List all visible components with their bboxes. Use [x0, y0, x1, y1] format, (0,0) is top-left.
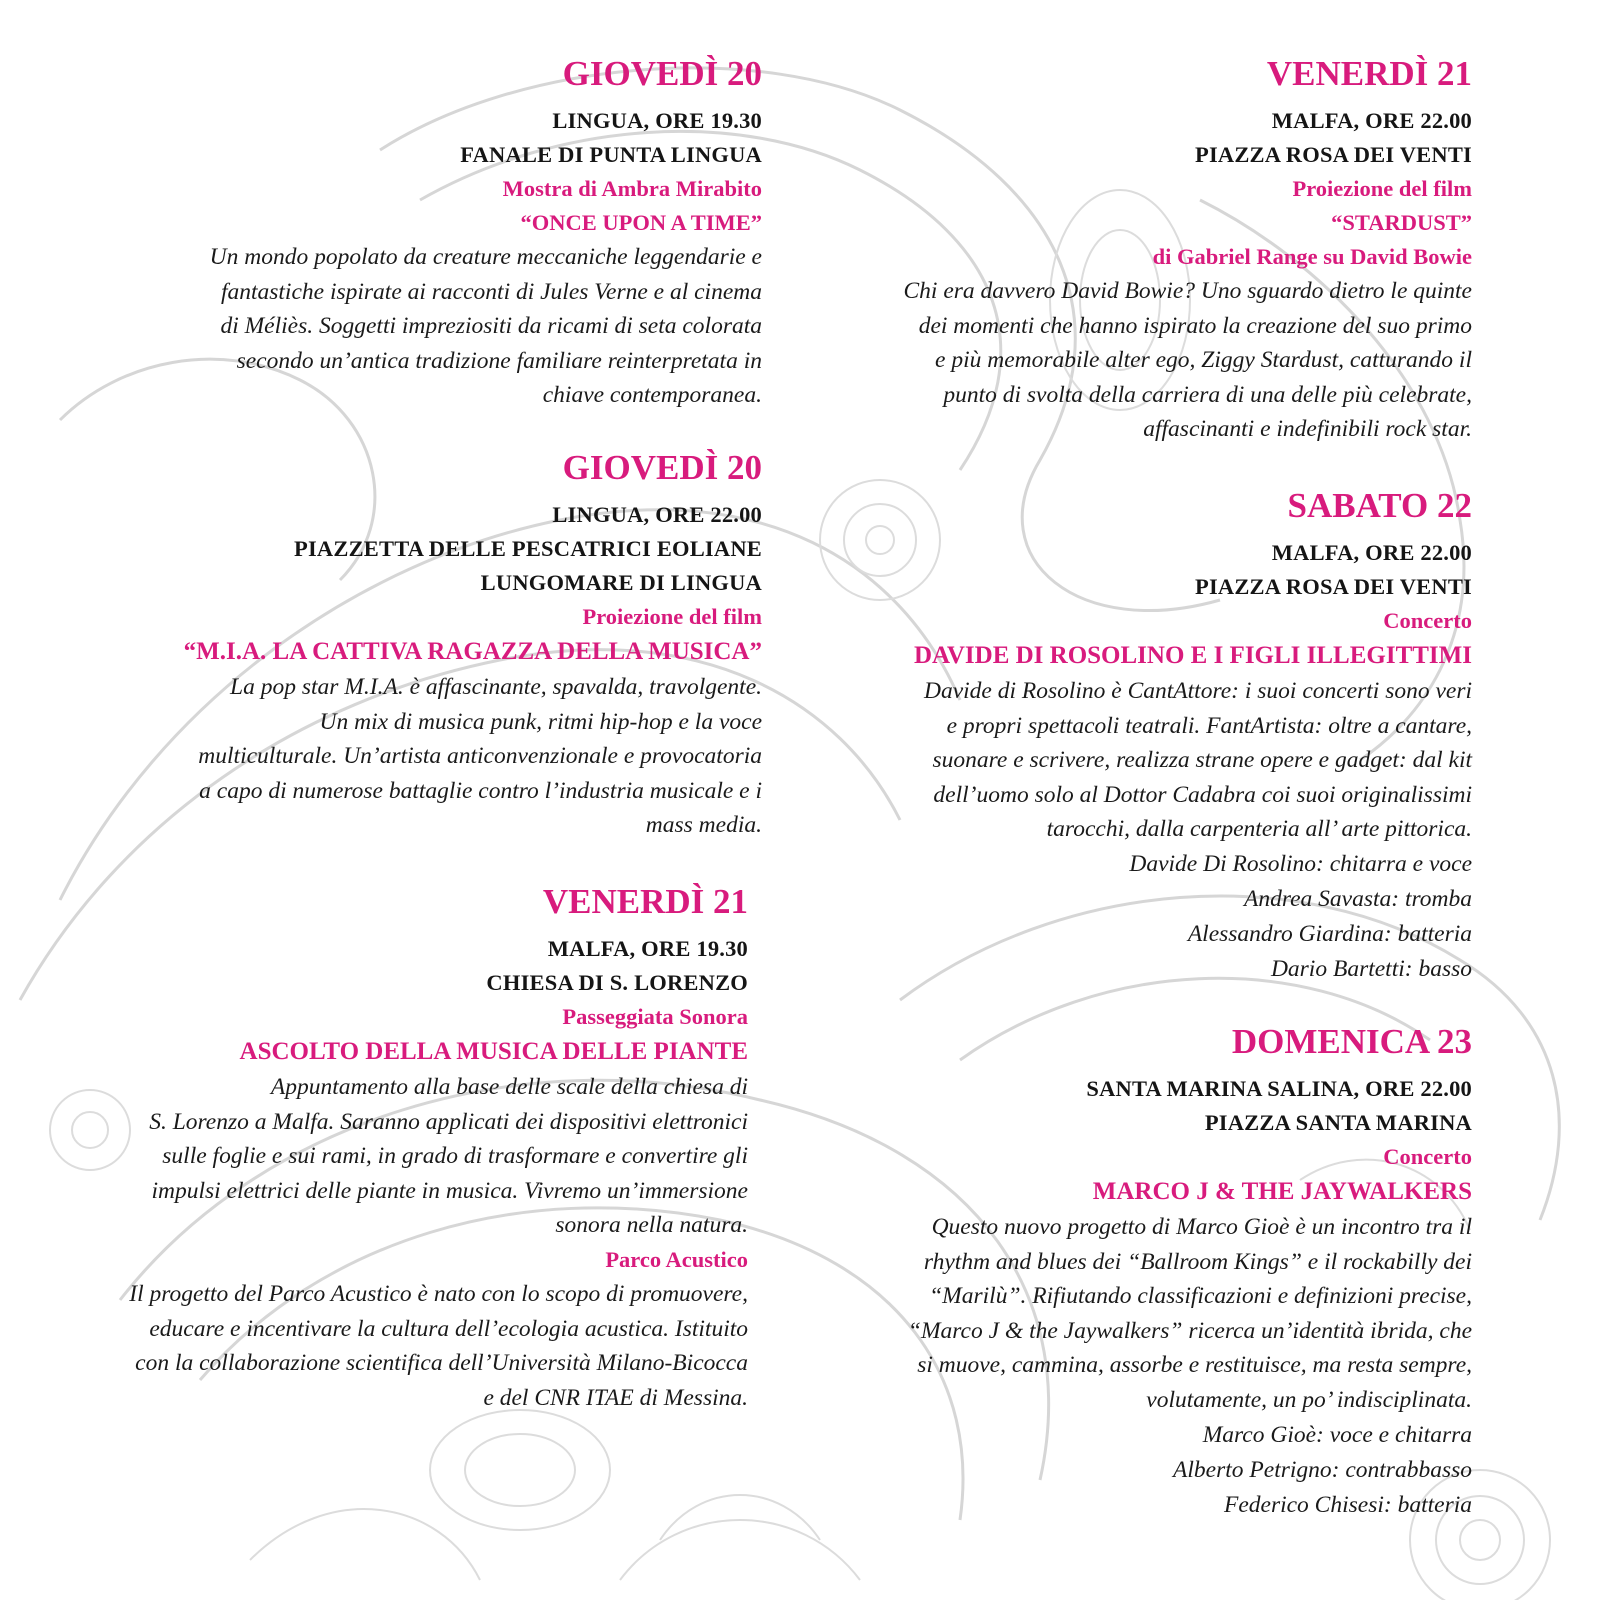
- event-place-line: LINGUA, ORE 22.00: [552, 502, 762, 527]
- event-description: Davide di Rosolino è CantAttore: i suoi concerti sono veri e propri spettacoli teatrali. FantArtista: oltre a cantare, suonare e scrivere, realizza strane opere e gadget: dal kit dell’uomo solo al Dottor Cadabra coi suoi originalissimi tarocchi, dalla carpenteria all’ arte pittorica.: [923, 678, 1472, 843]
- event-day: VENERDÌ 21: [1266, 54, 1472, 93]
- event-place-line: PIAZZA SANTA MARINA: [1204, 1110, 1472, 1135]
- event-type: Proiezione del film: [582, 604, 762, 629]
- event-day: GIOVEDÌ 20: [562, 448, 762, 487]
- event-description: La pop star M.I.A. è affascinante, spavalda, travolgente. Un mix di musica punk, ritmi hip-hop e la voce multiculturale. Un’artista anticonvenzionale e provocatoria a capo di numerose battaglie contro l’industria musicale e i mass media.: [198, 674, 762, 839]
- event-day: SABATO 22: [1287, 486, 1472, 525]
- event-subtitle: di Gabriel Range su David Bowie: [1152, 244, 1472, 269]
- event-place-line: FANALE DI PUNTA LINGUA: [460, 142, 762, 167]
- event-place-line: MALFA, ORE 19.30: [547, 936, 748, 961]
- event-credits: Marco Gioè: voce e chitarra Alberto Petrigno: contrabbasso Federico Chisesi: batteria: [1173, 1421, 1472, 1518]
- event-extra-heading: Parco Acustico: [605, 1246, 748, 1272]
- event-type: Proiezione del film: [1292, 176, 1472, 201]
- event-title: “STARDUST”: [1331, 210, 1472, 235]
- event-place-line: CHIESA DI S. LORENZO: [486, 970, 748, 995]
- event-title: MARCO J & THE JAYWALKERS: [1092, 1178, 1472, 1205]
- event-description: Questo nuovo progetto di Marco Gioè è un incontro tra il rhythm and blues dei “Ballroom Kings” e il rockabilly dei “Marilù”. Rifiutando classificazioni e definizioni precise, “Marco J & the Jaywalkers” ricerca un’identità ibrida, che si muove, cammina, assorbe e restituisce, ma resta sempre, volutamente, un po’ indisciplinata.: [907, 1214, 1472, 1413]
- event-place-line: PIAZZA ROSA DEI VENTI: [1195, 574, 1472, 599]
- event-venerdi-21-a: [60, 882, 748, 1415]
- event-venerdi-21-b: [820, 54, 1472, 447]
- event-type: Concerto: [1383, 608, 1472, 633]
- event-domenica-23: [820, 1022, 1472, 1523]
- event-type: Passeggiata Sonora: [562, 1004, 748, 1029]
- event-place-line: MALFA, ORE 22.00: [1271, 540, 1472, 565]
- event-description: Un mondo popolato da creature meccaniche leggendarie e fantastiche ispirate ai racconti di Jules Verne e al cinema di Méliès. Soggetti impreziositi da ricami di seta colorata secondo un’antica tradizione familiare reinterpretata in chiave contemporanea.: [209, 244, 762, 409]
- event-place-line: LINGUA, ORE 19.30: [552, 108, 762, 133]
- event-place-line: PIAZZA ROSA DEI VENTI: [1195, 142, 1472, 167]
- event-type: Mostra di Ambra Mirabito: [502, 176, 762, 201]
- event-title: “M.I.A. LA CATTIVA RAGAZZA DELLA MUSICA”: [183, 638, 762, 665]
- event-day: GIOVEDÌ 20: [562, 54, 762, 93]
- event-title: ASCOLTO DELLA MUSICA DELLE PIANTE: [239, 1038, 748, 1065]
- event-extra-description: Il progetto del Parco Acustico è nato con lo scopo di promuovere, educare e incentivare la cultura dell’ecologia acustica. Istituito con la collaborazione scientifica dell’Università Milano-Bicocca e del CNR ITAE di Messina.: [129, 1280, 748, 1411]
- event-place-line: LUNGOMARE DI LINGUA: [480, 570, 762, 595]
- event-day: VENERDÌ 21: [542, 882, 748, 921]
- event-sabato-22: [820, 486, 1472, 987]
- event-type: Concerto: [1383, 1144, 1472, 1169]
- event-description: Appuntamento alla base delle scale della chiesa di S. Lorenzo a Malfa. Saranno applicati dei dispositivi elettronici sulle foglie e sui rami, in grado di trasformare e convertire gli impulsi elettrici delle piante in musica. Vivremo un’immersione sonora nella natura.: [149, 1074, 748, 1239]
- event-title: “ONCE UPON A TIME”: [520, 210, 762, 235]
- event-credits: Davide Di Rosolino: chitarra e voce Andrea Savasta: tromba Alessandro Giardina: batteria Dario Bartetti: basso: [1129, 850, 1472, 982]
- event-place-line: SANTA MARINA SALINA, ORE 22.00: [1086, 1076, 1472, 1101]
- event-title: DAVIDE DI ROSOLINO E I FIGLI ILLEGITTIMI: [913, 642, 1472, 669]
- event-place-line: MALFA, ORE 22.00: [1271, 108, 1472, 133]
- event-giovedi-20-a: [60, 54, 762, 413]
- event-description: Chi era davvero David Bowie? Uno sguardo dietro le quinte dei momenti che hanno ispirato la creazione del suo primo e più memorabile alter ego, Ziggy Stardust, catturando il punto di svolta della carriera di una delle più celebrate, affascinanti e indefinibili rock star.: [903, 278, 1472, 443]
- event-giovedi-20-b: [60, 448, 762, 843]
- event-place-line: PIAZZETTA DELLE PESCATRICI EOLIANE: [294, 536, 762, 561]
- event-day: DOMENICA 23: [1231, 1022, 1472, 1061]
